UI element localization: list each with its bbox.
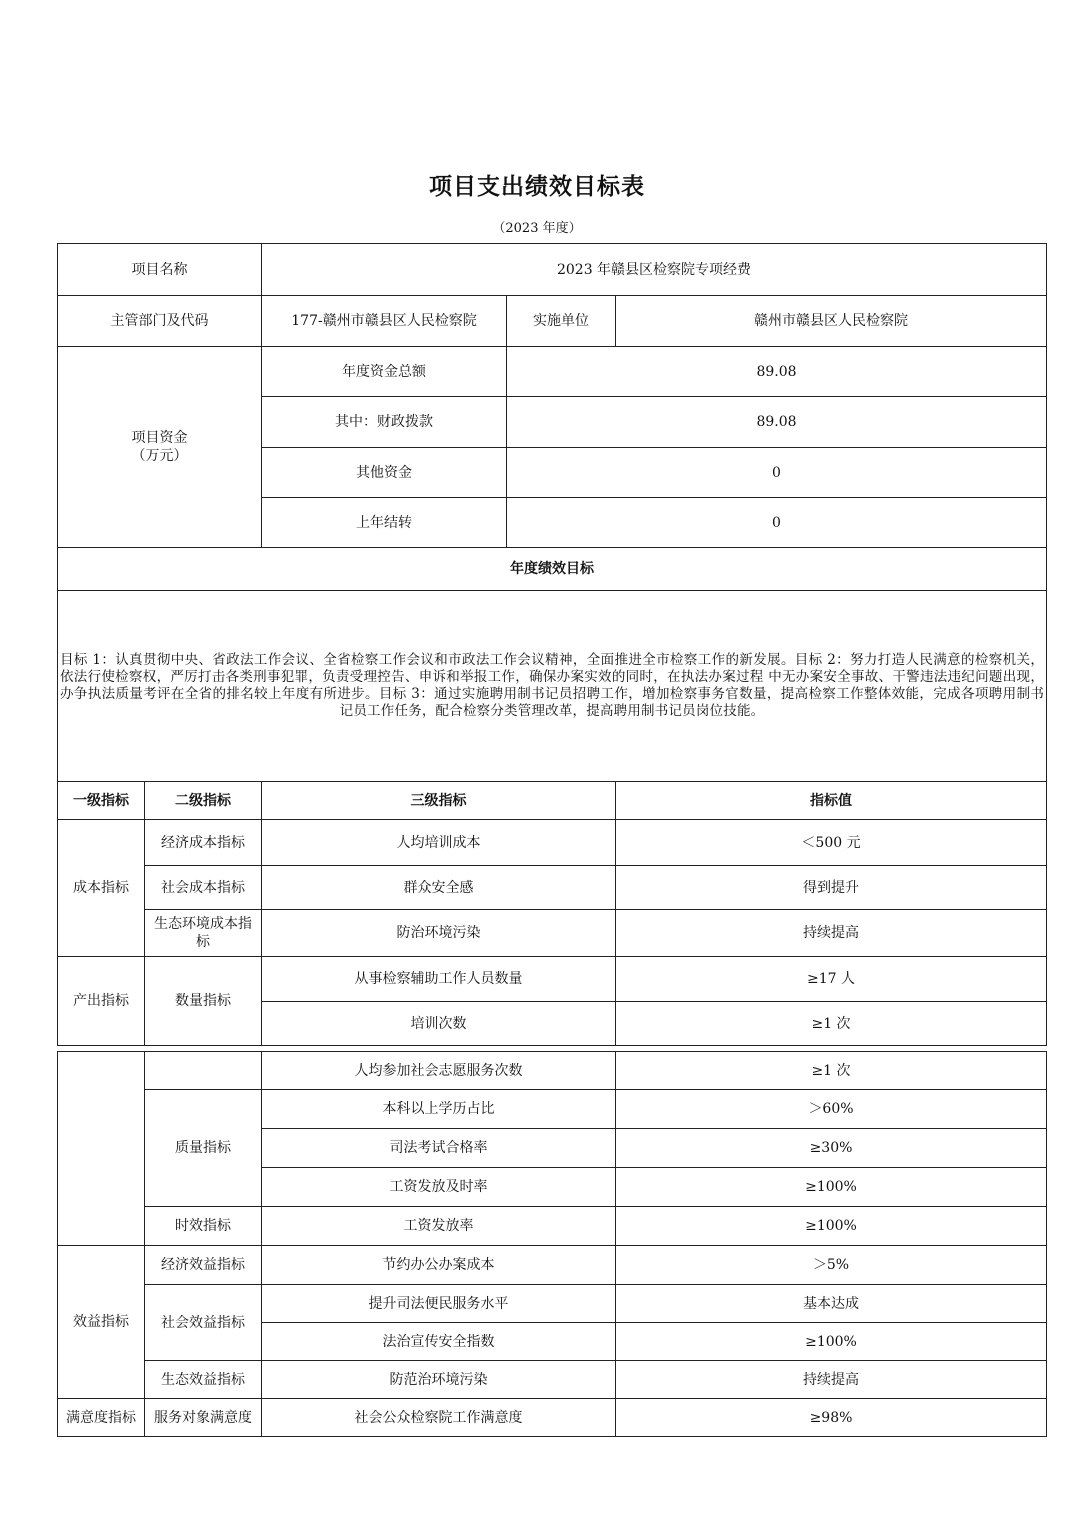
quality-l1-blank [58, 1052, 145, 1246]
fund-carryover-value: 0 [507, 498, 1047, 548]
table-cell-l3: 群众安全感 [262, 866, 616, 910]
header-value: 指标值 [616, 782, 1047, 820]
table-cell-l3: 防范治环境污染 [262, 1361, 616, 1399]
fund-other-value: 0 [507, 448, 1047, 498]
fund-total-value: 89.08 [507, 347, 1047, 397]
cost-l1: 成本指标 [58, 820, 145, 957]
quality-l2-blank [145, 1052, 262, 1090]
timely-l2: 时效指标 [145, 1207, 262, 1246]
page-subtitle: （2023 年度） [492, 221, 582, 236]
table-cell-l3: 提升司法便民服务水平 [262, 1285, 616, 1323]
table-cell-value: ＜500 元 [616, 820, 1047, 866]
table-cell-value: ≥100% [616, 1168, 1047, 1207]
impl-label: 实施单位 [507, 296, 616, 347]
table-cell-value: 基本达成 [616, 1285, 1047, 1323]
table-cell-value: ≥17 人 [616, 957, 1047, 1002]
goal-text: 目标 1：认真贯彻中央、省政法工作会议、全省检察工作会议和市政法工作会议精神，全面推进全市检察工作的新发展。目标 2：努力打造人民满意的检察机关，依法行使检察权，严厉打击各类刑事犯罪，负责受理控告、申诉和举报工作，确保办案实效的同时，在执法办案过程 中无办案安全事故、干警违法违纪问题出现，办争执法质量考评在全省的排名较上年度有所进步。目标 3：通过实施聘用制书记员招聘工作，增加检察事务官数量，提高检察工作整体效能，完成各项聘用制书记员工作任务，配合检察分类管理改革，提高聘用制书记员岗位技能。 [58, 591, 1047, 782]
table-cell-value: ＞5% [616, 1246, 1047, 1285]
performance-table-bottom [57, 1051, 1047, 1437]
eco-l2: 生态效益指标 [145, 1361, 262, 1399]
table-cell-value: ≥1 次 [616, 1052, 1047, 1090]
econ-l2: 经济效益指标 [145, 1246, 262, 1285]
output-l1: 产出指标 [58, 957, 145, 1046]
table-cell-value: ≥100% [616, 1207, 1047, 1246]
table-cell-l2: 社会成本指标 [145, 866, 262, 910]
social-l2: 社会效益指标 [145, 1285, 262, 1361]
page-title: 项目支出绩效目标表 [429, 174, 645, 200]
fund-fiscal-label: 其中：财政拨款 [262, 397, 507, 448]
table-cell-value: 得到提升 [616, 866, 1047, 910]
table-cell-l3: 人均培训成本 [262, 820, 616, 866]
fund-carryover-label: 上年结转 [262, 498, 507, 548]
goal-heading: 年度绩效目标 [58, 548, 1047, 591]
impl-value: 赣州市赣县区人民检察院 [616, 296, 1047, 347]
table-cell-value: ≥30% [616, 1129, 1047, 1168]
fund-total-label: 年度资金总额 [262, 347, 507, 397]
table-cell-l2: 生态环境成本指标 [145, 910, 262, 957]
table-cell-l3: 工资发放及时率 [262, 1168, 616, 1207]
output-l2: 数量指标 [145, 957, 262, 1046]
fund-other-label: 其他资金 [262, 448, 507, 498]
table-cell-l2: 经济成本指标 [145, 820, 262, 866]
table-cell-value: ＞60% [616, 1090, 1047, 1129]
table-cell-value: ≥100% [616, 1323, 1047, 1361]
header-l3: 三级指标 [262, 782, 616, 820]
table-cell-l3: 本科以上学历占比 [262, 1090, 616, 1129]
fund-fiscal-value: 89.08 [507, 397, 1047, 448]
table-cell-l3: 人均参加社会志愿服务次数 [262, 1052, 616, 1090]
satisfaction-l1: 满意度指标 [58, 1399, 145, 1437]
funds-label-cell [58, 347, 262, 548]
table-cell-value: ≥1 次 [616, 1002, 1047, 1046]
table-cell-value: ≥98% [616, 1399, 1047, 1437]
satisfaction-l2: 服务对象满意度 [145, 1399, 262, 1437]
table-cell-l3: 从事检察辅助工作人员数量 [262, 957, 616, 1002]
performance-table-top [57, 243, 1047, 1046]
table-cell-l3: 社会公众检察院工作满意度 [262, 1399, 616, 1437]
dept-label: 主管部门及代码 [58, 296, 262, 347]
header-l1: 一级指标 [58, 782, 145, 820]
project-name-value: 2023 年赣县区检察院专项经费 [262, 244, 1047, 296]
quality-l2: 质量指标 [145, 1090, 262, 1207]
table-cell-value: 持续提高 [616, 910, 1047, 957]
table-cell-l3: 司法考试合格率 [262, 1129, 616, 1168]
table-cell-l3: 节约办公办案成本 [262, 1246, 616, 1285]
header-l2: 二级指标 [145, 782, 262, 820]
funds-unit: （万元） [131, 448, 188, 464]
project-name-label: 项目名称 [58, 244, 262, 296]
funds-label: 项目资金 [131, 430, 188, 446]
table-cell-l3: 工资发放率 [262, 1207, 616, 1246]
table-cell-l3: 培训次数 [262, 1002, 616, 1046]
table-cell-value: 持续提高 [616, 1361, 1047, 1399]
dept-value: 177-赣州市赣县区人民检察院 [262, 296, 507, 347]
benefit-l1: 效益指标 [58, 1246, 145, 1399]
table-cell-l3: 法治宣传安全指数 [262, 1323, 616, 1361]
table-cell-l3: 防治环境污染 [262, 910, 616, 957]
